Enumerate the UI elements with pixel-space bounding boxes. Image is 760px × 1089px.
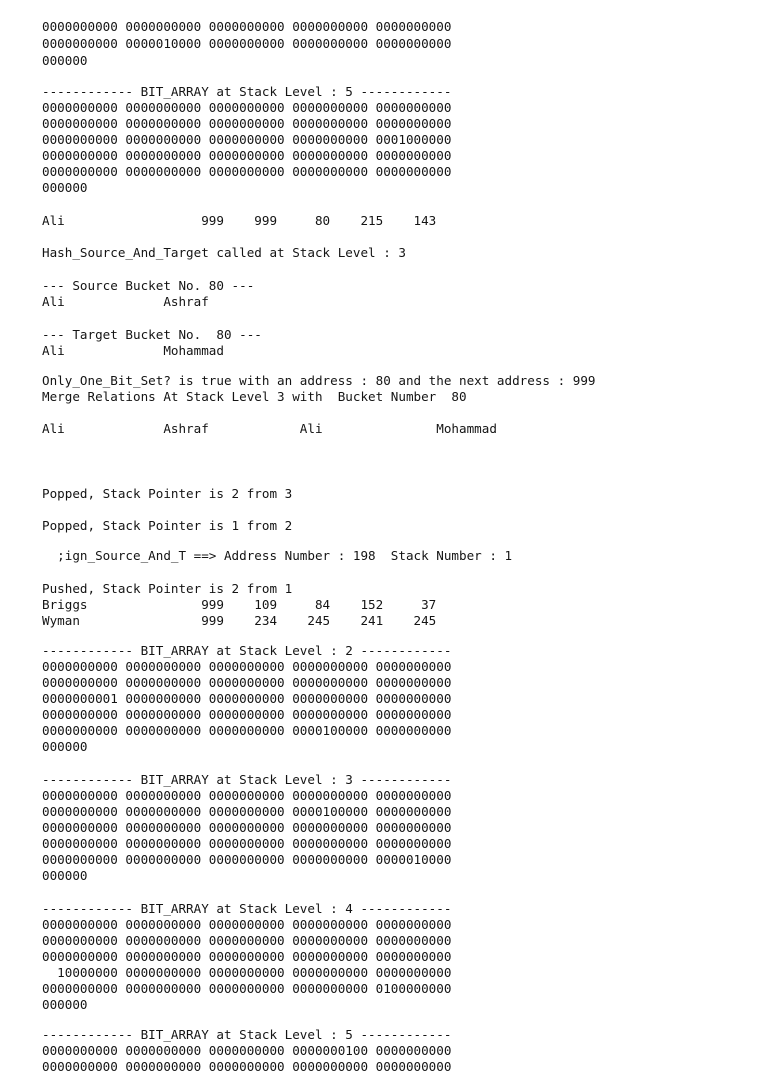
text-line: Wyman 999 234 245 241 245 <box>42 613 437 628</box>
text-line: 0000000000 0000000000 0000000000 0000100000 0000000000 <box>42 804 452 819</box>
text-line: 0000000000 0000000000 0000000000 0000000000 0000000000 <box>42 836 452 851</box>
section-header: ------------ BIT_ARRAY at Stack Level : 4 ------------ <box>42 901 452 916</box>
text-line: Briggs 999 109 84 152 37 <box>42 597 437 612</box>
text-line: 0000000000 0000000000 0000000000 0000000000 0001000000 <box>42 132 452 147</box>
text-line: ;ign_Source_And_T ==> Address Number : 198 Stack Number : 1 <box>42 548 513 563</box>
text-line: 000000 <box>42 868 88 883</box>
text-line: 0000000000 0000000000 0000000000 0000000000 0000000000 <box>42 100 452 115</box>
text-line: Hash_Source_And_Target called at Stack Level : 3 <box>42 245 406 260</box>
text-line: 0000000000 0000000000 0000000000 0000000000 0000010000 <box>42 852 452 867</box>
text-line: Ali 999 999 80 215 143 <box>42 213 437 228</box>
text-line: 0000000000 0000000000 0000000000 0000000000 0100000000 <box>42 981 452 996</box>
text-line: 0000000000 0000000000 0000000000 0000000000 0000000000 <box>42 949 452 964</box>
text-line: Ali Ashraf Ali Mohammad <box>42 421 497 436</box>
text-line: 0000000000 0000000000 0000000000 0000000000 0000000000 <box>42 19 452 34</box>
text-line: 000000 <box>42 180 88 195</box>
text-line: 0000000000 0000000000 0000000000 0000000000 0000000000 <box>42 659 452 674</box>
text-line: 10000000 0000000000 0000000000 0000000000 0000000000 <box>42 965 452 980</box>
section-header: ------------ BIT_ARRAY at Stack Level : 5 ------------ <box>42 1027 452 1042</box>
text-line: 000000 <box>42 997 88 1012</box>
section-header: ------------ BIT_ARRAY at Stack Level : 5 ------------ <box>42 84 452 99</box>
text-line: 0000000000 0000010000 0000000000 0000000000 0000000000 <box>42 36 452 51</box>
text-line: 0000000000 0000000000 0000000000 0000000000 0000000000 <box>42 675 452 690</box>
text-line: 0000000000 0000000000 0000000000 0000000000 0000000000 <box>42 917 452 932</box>
section-header: ------------ BIT_ARRAY at Stack Level : 2 ------------ <box>42 643 452 658</box>
text-line: 0000000000 0000000000 0000000000 0000000000 0000000000 <box>42 820 452 835</box>
text-line: Ali Ashraf <box>42 294 209 309</box>
text-line: 0000000000 0000000000 0000000000 0000000000 0000000000 <box>42 164 452 179</box>
text-line: Only_One_Bit_Set? is true with an address : 80 and the next address : 999 <box>42 373 596 388</box>
text-line: 0000000000 0000000000 0000000000 0000000000 0000000000 <box>42 116 452 131</box>
text-line: --- Target Bucket No. 80 --- <box>42 327 262 342</box>
text-line: Popped, Stack Pointer is 2 from 3 <box>42 486 293 501</box>
text-line: 0000000000 0000000000 0000000000 0000000000 0000000000 <box>42 788 452 803</box>
text-line: 0000000000 0000000000 0000000000 0000100000 0000000000 <box>42 723 452 738</box>
text-line: 000000 <box>42 53 88 68</box>
text-line: 0000000001 0000000000 0000000000 0000000000 0000000000 <box>42 691 452 706</box>
text-line: Merge Relations At Stack Level 3 with Bucket Number 80 <box>42 389 467 404</box>
text-line: 0000000000 0000000000 0000000000 0000000100 0000000000 <box>42 1043 452 1058</box>
text-line: Pushed, Stack Pointer is 2 from 1 <box>42 581 293 596</box>
text-line: 0000000000 0000000000 0000000000 0000000000 0000000000 <box>42 1059 452 1074</box>
section-header: ------------ BIT_ARRAY at Stack Level : 3 ------------ <box>42 772 452 787</box>
text-line: Ali Mohammad <box>42 343 224 358</box>
text-line: 0000000000 0000000000 0000000000 0000000000 0000000000 <box>42 148 452 163</box>
text-line: 000000 <box>42 739 88 754</box>
text-line: 0000000000 0000000000 0000000000 0000000000 0000000000 <box>42 933 452 948</box>
text-line: --- Source Bucket No. 80 --- <box>42 278 255 293</box>
text-line: Popped, Stack Pointer is 1 from 2 <box>42 518 293 533</box>
text-line: 0000000000 0000000000 0000000000 0000000000 0000000000 <box>42 707 452 722</box>
